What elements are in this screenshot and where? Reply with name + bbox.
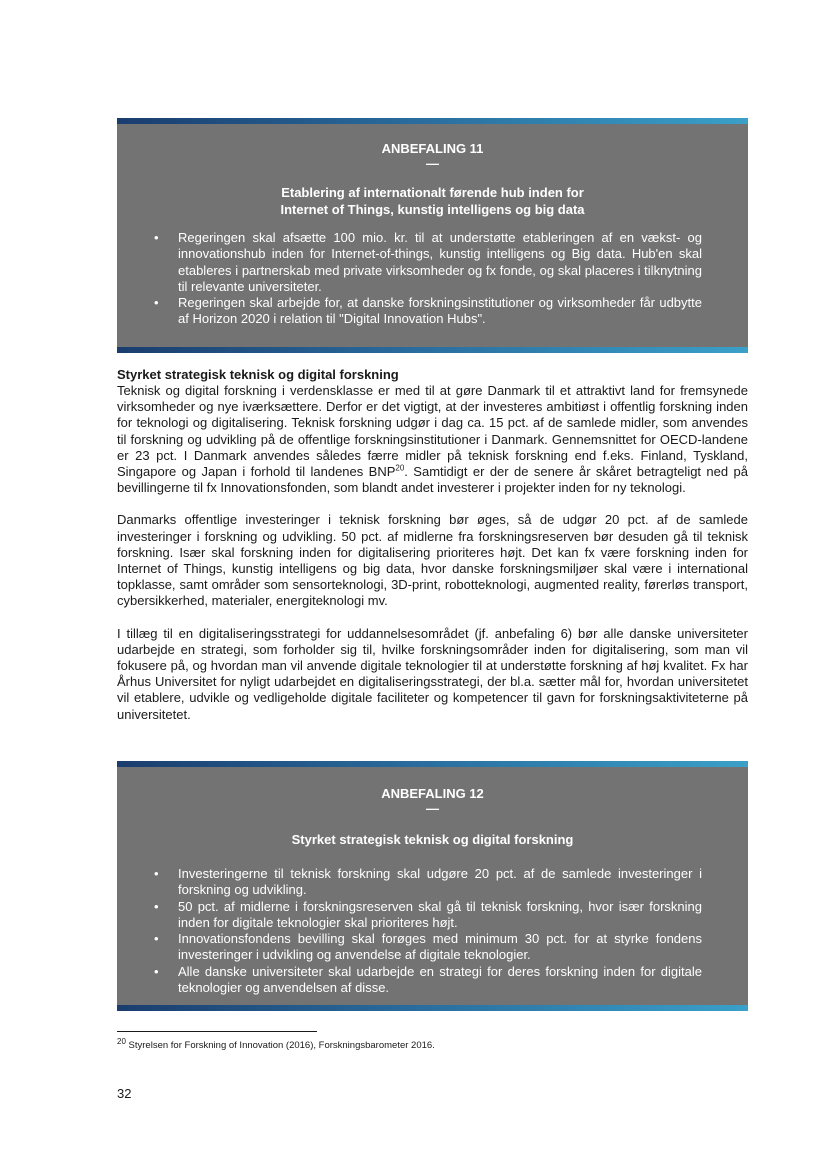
list-item: • 50 pct. af midlerne i forskningsreserven skal gå til teknisk forskning, hvor især forskning inden for digitale teknologier skal prioriteres højt. [154,898,702,930]
accent-bar-top [117,118,748,124]
heading-dash: — [426,801,439,816]
recommendation-bullet-list [117,866,748,996]
recommendation-title-line-1: Etablering af internationalt førende hub inden for [281,185,584,200]
footnote-number: 20 [117,1036,126,1046]
page-number: 32 [117,1086,132,1101]
recommendation-heading: ANBEFALING 12 [381,786,484,801]
recommendation-bullet-list [117,230,748,328]
recommendation-heading: ANBEFALING 11 [381,141,484,156]
recommendation-title: Styrket strategisk teknisk og digital forskning [291,832,574,847]
recommendation-title-line-2: Internet of Things, kunstig intelligens og big data [280,202,585,217]
bullet-icon: • [154,963,159,979]
footnote-reference[interactable]: 20 [395,463,405,473]
bullet-icon: • [154,898,159,914]
bullet-icon: • [154,866,159,881]
recommendation-title [117,184,748,218]
paragraph: Danmarks offentlige investeringer i teknisk forskning bør øges, så de udgør 20 pct. af de samlede investeringer i forskning og udvikling. 50 pct. af midlerne fra forskningsreserven bør desuden gå til teknisk forskning. Især skal forskning inden for digitalisering prioriteres højt. Det kan fx være forskning inden for Internet of Things, kunstig intelligens og big data, hvor danske forskningsmiljøer skal være i international topklasse, samt områder som sensorteknologi, 3D-print, robotteknologi, augmented reality, førerløs transport, cybersikkerhed, materialer, energiteknologi mv. [117,512,748,609]
accent-bar-bottom [117,347,748,353]
list-item: • Regeringen skal afsætte 100 mio. kr. til at understøtte etableringen af en vækst- og innovationshub inden for Internet-of-things, kunstig intelligens og Big data. Hub'en skal etableres i partnerskab med private virksomheder og fx fonde, og skal placeres i tilknytning til relevante universiteter. [154,230,702,294]
recommendation-12-box [117,761,748,1011]
bullet-icon: • [154,295,159,311]
accent-bar-bottom [117,1005,748,1011]
footnote-text: Styrelsen for Forskning of Innovation (2016), Forskningsbarometer 2016. [125,1040,435,1051]
recommendation-11-box [117,118,748,353]
heading-dash: — [426,156,439,171]
list-item: • Alle danske universiteter skal udarbejde en strategi for deres forskning inden for digitale teknologier og anvendelsen af disse. [154,963,702,996]
list-item: • Innovationsfondens bevilling skal forøges med minimum 30 pct. for at styrke fondens investeringer i udvikling og anvendelse af digitale teknologier. [154,931,702,963]
paragraph: I tillæg til en digitaliseringsstrategi for uddannelsesområdet (jf. anbefaling 6) bør alle danske universiteter udarbejde en strategi, som forholder sig til, hvilke forskningsområder inden for digitalisering, som man vil fokusere på, og hvordan man vil anvende digitale teknologier til at understøtte forskning af høj kvalitet. Fx har Århus Universitet for nyligt udarbejdet en digitaliseringsstrategi, der bl.a. sætter mål for, hvordan universitetet vil etablere, udvikle og vedligeholde digitale faciliteter og kompetencer til gavn for forskningsaktiviteterne på universitetet. [117,625,748,722]
section-heading: Styrket strategisk teknisk og digital forskning [117,367,399,382]
bullet-icon: • [154,931,159,947]
footnote [117,1036,435,1052]
footnote-divider [117,1031,317,1032]
list-item: • Regeringen skal arbejde for, at danske forskningsinstitutioner og virksomheder får udbytte af Horizon 2020 i relation til "Digital Innovation Hubs". [154,295,702,327]
section-body [117,367,748,739]
accent-bar-top [117,761,748,767]
paragraph: Teknisk og digital forskning i verdensklasse er med til at gøre Danmark til et attraktivt land for fremsynede virksomheder og nye iværksættere. Derfor er det vigtigt, at der investeres ambitiøst i offentlig forskning inden for teknologi og digitalisering. Teknisk forskning udgør i dag ca. 15 pct. af de samlede midler, som anvendes til forskning og udvikling på de offentlige forskningsinstitutioner i Danmark. Gennemsnittet for OECD-landene er 23 pct. I Danmark anvendes således færre midler på teknisk forskning end f.eks. Finland, Tyskland, Singapore og Japan i forhold til landenes BNP$^{20}$. Samtidigt er der de senere år skåret betragteligt ned på bevillingerne til fx Innovationsfonden, som blandt andet investerer i projekter inden for ny teknologi. [117,383,748,496]
bullet-icon: • [154,230,159,245]
list-item: • Investeringerne til teknisk forskning skal udgøre 20 pct. af de samlede investeringer i forskning og udvikling. [154,866,702,898]
